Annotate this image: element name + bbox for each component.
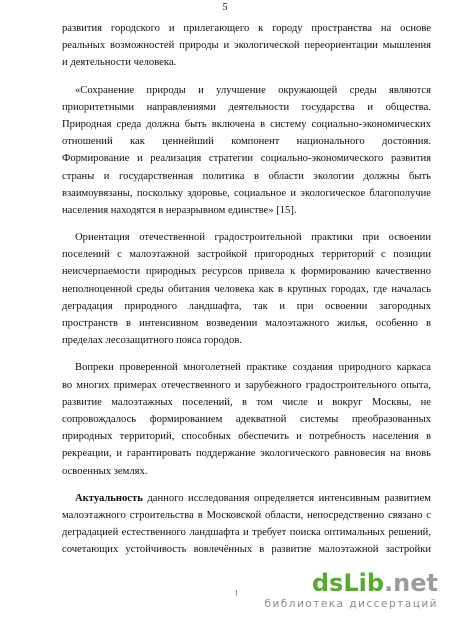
text-line: деградацией естественного ландшафта и требует поиска оптимальных решений, — [62, 527, 431, 539]
text-line: рекреации, и гарантировать поддержание экологического равновесия на вновь — [62, 448, 431, 460]
text-line: освоенных землях. — [62, 465, 148, 477]
text-line — [62, 490, 431, 507]
text-line: Природная среда должна быть включена в систему социально-экономических — [62, 118, 431, 130]
paragraph — [62, 359, 431, 479]
text-line: деградация природного ландшафта, так и при освоении загородных — [62, 300, 431, 312]
text-line: «Сохранение природы и улучшение окружающей среды являются — [75, 84, 431, 96]
text-line: Вопреки проверенной многолетней практике создания природного каркаса — [75, 362, 431, 374]
text-line: населения находятся в неразрывном единстве» [15]. — [62, 204, 297, 216]
text-line: сопровождалось формированием адекватной системы преобразованных — [62, 413, 431, 425]
page-mark — [236, 590, 237, 596]
text-line: малоэтажного строительства в Московской области, непосредственно связано с — [62, 509, 431, 521]
text-line: реальных возможностей природы и экологической переориентации мышления — [62, 40, 431, 52]
text-line: пределах лесозащитного пояса городов. — [62, 335, 242, 347]
watermark-tagline: библиотека диссертаций — [264, 598, 438, 610]
paragraph — [62, 490, 431, 559]
text-line: взаимоувязаны, поскольку здоровье, социальное и экологическое благополучие — [62, 187, 431, 199]
text-line: развития городского и прилегающего к городу пространства на основе — [62, 23, 431, 34]
text-line: неполноценной среды обитания человека как в крупных городах, где началась — [62, 283, 431, 295]
text-line: отношений как ценнейший компонент национального достояния. — [62, 136, 431, 148]
text-line: Формирование и реализация стратегии социально-экономического развития — [62, 153, 431, 165]
text-line: развитие малоэтажных поселений, в том числе и вокруг Москвы, не — [62, 396, 431, 408]
watermark-logo-main: dsLib — [311, 569, 385, 597]
watermark-logo-suffix: .net — [384, 569, 438, 597]
text-line: и деятельности человека. — [62, 57, 177, 69]
page-number: 5 — [222, 2, 228, 13]
text-line: поселений с малоэтажной застройкой пригородных территорий с позиции — [62, 249, 431, 261]
text-line: во многих примерах отечественного и зарубежного градостроительного опыта, — [62, 379, 431, 391]
paragraph — [62, 82, 431, 220]
text-line: Ориентация отечественной градостроительной практики при освоении — [75, 232, 431, 244]
paragraph — [62, 229, 431, 349]
text-line: пространств в интенсивном возведении малоэтажного жилья, особенно в — [62, 318, 431, 329]
text-line: неисчерпаемости природных ресурсов привела к формированию качественно — [62, 266, 431, 278]
document-body — [62, 20, 431, 558]
watermark-logo — [312, 570, 438, 596]
text-line: страны и государственная политика в области экологии должны быть — [62, 170, 431, 182]
bold-term: Актуальность — [75, 492, 143, 504]
text-line: природных территорий, способных обеспечить и потребность населения в — [62, 431, 431, 443]
paragraph — [62, 20, 431, 72]
text-line: сочетающих устойчивость вовлечённых в развитие малоэтажной застройки — [62, 544, 431, 556]
watermark — [264, 569, 440, 614]
text-line: приоритетными направлениями деятельности государства и общества. — [62, 101, 431, 113]
text-span: данного исследования определяется интенсивным развитием — [142, 492, 431, 504]
